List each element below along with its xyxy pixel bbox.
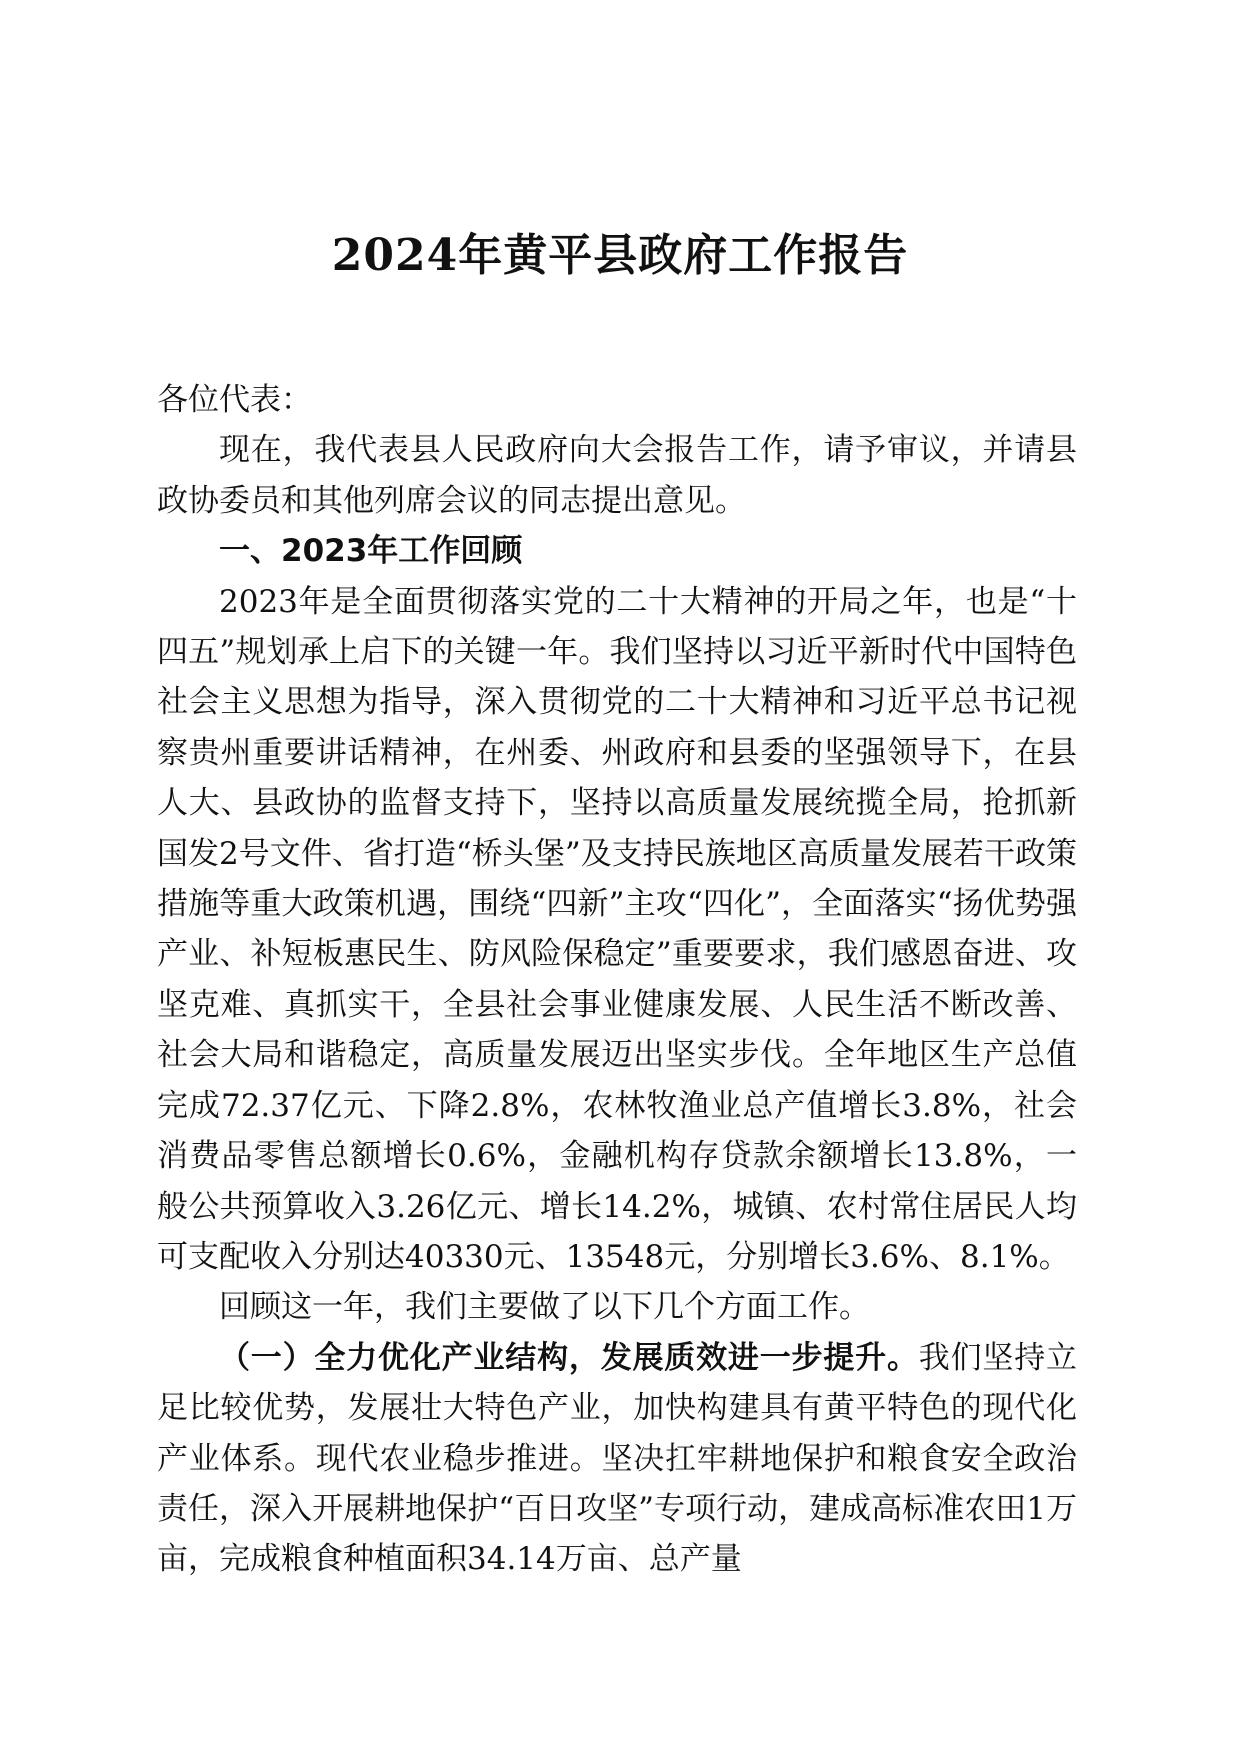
document-title: 2024年黄平县政府工作报告	[331, 230, 909, 281]
document-body	[157, 375, 1077, 1585]
intro-paragraph: 现在，我代表县人民政府向大会报告工作，请予审议，并请县政协委员和其他列席会议的同志提出意见。	[157, 432, 1077, 519]
review-paragraph: 2023年是全面贯彻落实党的二十大精神的开局之年，也是“十四五”规划承上启下的关键一年。我们坚持以习近平新时代中国特色社会主义思想为指导，深入贯彻党的二十大精神和习近平总书记视察贵州重要讲话精神，在州委、州政府和县委的坚强领导下，在县人大、县政协的监督支持下，坚持以高质量发展统揽全局，抢抓新国发2号文件、省打造“桥头堡”及支持民族地区高质量发展若干政策措施等重大政策机遇，围绕“四新”主攻“四化”，全面落实“扬优势强产业、补短板惠民生、防风险保稳定”重要要求，我们感恩奋进、攻坚克难、真抓实干，全县社会事业健康发展、人民生活不断改善、社会大局和谐稳定，高质量发展迈出坚实步伐。全年地区生产总值完成72.37亿元、下降2.8%，农林牧渔业总产值增长3.8%，社会消费品零售总额增长0.6%，金融机构存贷款余额增长13.8%，一般公共预算收入3.26亿元、增长14.2%，城镇、农村常住居民人均可支配收入分别达40330元、13548元，分别增长3.6%、8.1%。	[157, 583, 1077, 1275]
transition-paragraph: 回顾这一年，我们主要做了以下几个方面工作。	[219, 1289, 870, 1326]
subsection-text: 我们坚持立足比较优势，发展壮大特色产业，加快构建具有黄平特色的现代化产业体系。现代农业稳步推进。坚决扛牢耕地保护和粮食安全政治责任，深入开展耕地保护“百日攻坚”专项行动，建成高标准农田1万亩，完成粮食种植面积34.14万亩、总产量	[157, 1339, 1078, 1578]
salutation: 各位代表：	[157, 382, 312, 418]
subsection-lead: （一）全力优化产业结构，发展质效进一步提升。	[219, 1339, 919, 1376]
subsection-paragraph	[157, 1333, 1077, 1585]
section-heading: 一、2023年工作回顾	[219, 533, 523, 570]
